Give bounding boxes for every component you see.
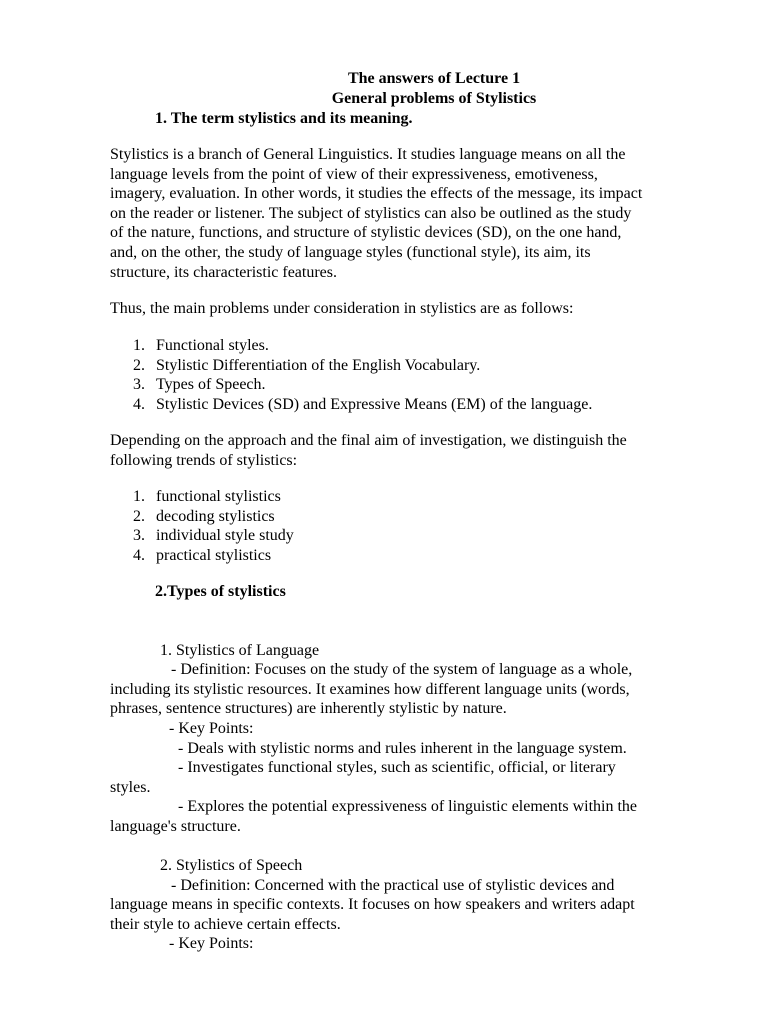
list-text: Types of Speech. bbox=[156, 376, 266, 394]
list-item bbox=[133, 546, 294, 566]
list-number: 3. bbox=[133, 376, 145, 394]
key-points-label: - Key Points: bbox=[169, 935, 254, 952]
intro-paragraph bbox=[110, 145, 700, 282]
list-text: Stylistic Differentiation of the English Vocabulary. bbox=[156, 356, 481, 374]
list-number: 4. bbox=[133, 395, 145, 413]
list-number: 4. bbox=[133, 546, 145, 564]
section-heading-types: 2.Types of stylistics bbox=[155, 583, 286, 600]
trends-intro-line: Depending on the approach and the final aim of investigation, we distinguish the bbox=[110, 432, 627, 449]
key-point-line: - Deals with stylistic norms and rules inherent in the language system. bbox=[178, 740, 627, 757]
definition-line: including its stylistic resources. It examines how different language units (words, bbox=[110, 681, 630, 698]
intro-line: and, on the other, the study of language styles (functional style), its aim, its bbox=[110, 243, 591, 261]
key-point-line: language's structure. bbox=[110, 818, 241, 835]
list-text: decoding stylistics bbox=[156, 507, 275, 525]
key-point-line: styles. bbox=[110, 779, 151, 796]
intro-line: Stylistics is a branch of General Linguistics. It studies language means on all the bbox=[110, 146, 626, 163]
document-subtitle: General problems of Stylistics bbox=[331, 90, 537, 107]
definition-line: phrases, sentence structures) are inherently stylistic by nature. bbox=[110, 700, 507, 717]
list-item bbox=[133, 487, 294, 507]
list-number: 3. bbox=[133, 527, 145, 545]
trends-intro bbox=[110, 431, 700, 470]
list-text: Functional styles. bbox=[156, 337, 269, 354]
list-text: functional stylistics bbox=[156, 488, 281, 505]
list-text: practical stylistics bbox=[156, 546, 272, 564]
document-title: The answers of Lecture 1 bbox=[347, 70, 521, 87]
type-heading-speech: 2. Stylistics of Speech bbox=[160, 857, 303, 874]
definition-line: - Definition: Focuses on the study of the system of language as a whole, bbox=[171, 661, 633, 678]
intro-line: imagery, evaluation. In other words, it studies the effects of the message, its impact bbox=[110, 185, 643, 203]
definition-line: their style to achieve certain effects. bbox=[110, 916, 341, 933]
key-point-line: - Explores the potential expressiveness of linguistic elements within the bbox=[178, 798, 638, 815]
list-text: individual style study bbox=[156, 527, 294, 545]
list-item bbox=[133, 507, 294, 527]
list-number: 1. bbox=[133, 337, 145, 354]
definition-line: - Definition: Concerned with the practical use of stylistic devices and bbox=[171, 877, 615, 894]
problems-list bbox=[133, 336, 592, 414]
list-number: 1. bbox=[133, 488, 145, 505]
trends-list bbox=[133, 487, 294, 565]
type-heading-language: 1. Stylistics of Language bbox=[160, 642, 320, 659]
list-number: 2. bbox=[133, 507, 145, 525]
intro-line: of the nature, functions, and structure of stylistic devices (SD), on the one hand, bbox=[110, 224, 622, 242]
list-item bbox=[133, 526, 294, 546]
intro-line: on the reader or listener. The subject of stylistics can also be outlined as the study bbox=[110, 204, 632, 222]
problems-intro: Thus, the main problems under consideration in stylistics are as follows: bbox=[110, 300, 574, 317]
list-item bbox=[133, 395, 592, 415]
trends-intro-line: following trends of stylistics: bbox=[110, 451, 298, 469]
key-points-label: - Key Points: bbox=[169, 720, 254, 737]
list-text: Stylistic Devices (SD) and Expressive Means (EM) of the language. bbox=[156, 395, 593, 413]
definition-line: language means in specific contexts. It focuses on how speakers and writers adapt bbox=[110, 896, 635, 913]
list-item bbox=[133, 375, 592, 395]
intro-line: language levels from the point of view of their expressiveness, emotiveness, bbox=[110, 165, 598, 183]
section-heading-term: 1. The term stylistics and its meaning. bbox=[155, 110, 413, 127]
intro-line: structure, its characteristic features. bbox=[110, 263, 337, 281]
list-item bbox=[133, 356, 592, 376]
key-point-line: - Investigates functional styles, such as scientific, official, or literary bbox=[178, 759, 616, 776]
list-number: 2. bbox=[133, 356, 145, 374]
list-item bbox=[133, 336, 592, 356]
